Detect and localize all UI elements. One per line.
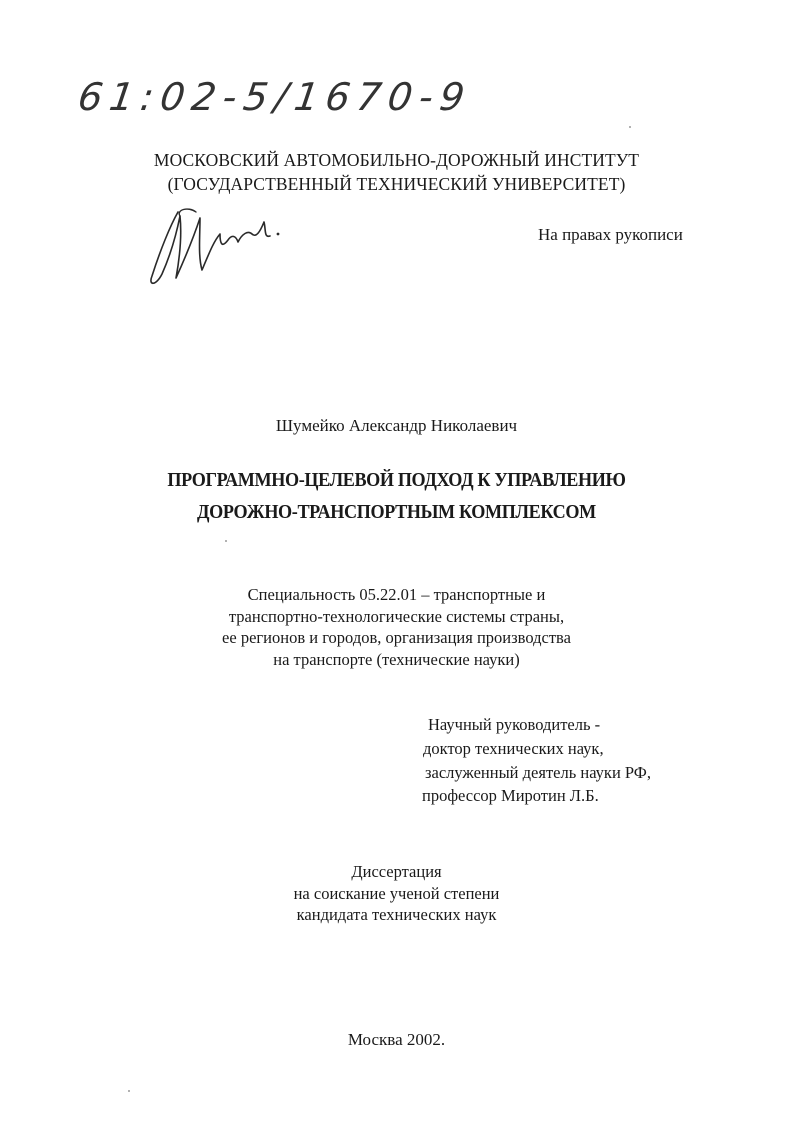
advisor-line-4: профессор Миротин Л.Б. bbox=[422, 786, 599, 805]
dissertation-line-2: на соискание ученой степени bbox=[293, 883, 500, 903]
manuscript-rights: На правах рукописи bbox=[538, 225, 683, 244]
scan-speck bbox=[225, 540, 227, 542]
author-name: Шумейко Александр Николаевич bbox=[275, 416, 518, 435]
title-line-2: ДОРОЖНО-ТРАНСПОРТНЫМ КОМПЛЕКСОМ bbox=[197, 502, 596, 523]
advisor-line-2: доктор технических наук, bbox=[423, 739, 604, 758]
scan-speck bbox=[128, 1090, 130, 1092]
signature-icon bbox=[140, 196, 290, 296]
advisor-line-3: заслуженный деятель науки РФ, bbox=[425, 763, 651, 782]
specialty-line-3: ее регионов и городов, организация производства bbox=[222, 628, 571, 647]
specialty-block bbox=[0, 584, 793, 670]
specialty-line-2: транспортно-технологические системы страны, bbox=[228, 606, 565, 626]
archive-code-handwriting bbox=[75, 72, 475, 122]
dissertation-block bbox=[0, 861, 793, 926]
city-year: Москва 2002. bbox=[347, 1030, 446, 1049]
archive-code-text: 61:02-5/1670-9 bbox=[75, 76, 475, 120]
scan-speck bbox=[629, 126, 631, 128]
advisor-line-1: Научный руководитель - bbox=[428, 715, 601, 734]
specialty-line-4: на транспорте (технические науки) bbox=[273, 649, 520, 669]
specialty-line-1: Специальность 05.22.01 – транспортные и bbox=[247, 585, 546, 604]
dissertation-line-1: Диссертация bbox=[351, 862, 442, 881]
dissertation-line-3: кандидата технических наук bbox=[296, 905, 497, 924]
institute-name-line-2: (ГОСУДАРСТВЕННЫЙ ТЕХНИЧЕСКИЙ УНИВЕРСИТЕТ) bbox=[167, 174, 626, 194]
institute-name-line-1: МОСКОВСКИЙ АВТОМОБИЛЬНО-ДОРОЖНЫЙ ИНСТИТУТ bbox=[153, 150, 640, 170]
title-line-1: ПРОГРАММНО-ЦЕЛЕВОЙ ПОДХОД К УПРАВЛЕНИЮ bbox=[167, 470, 626, 491]
